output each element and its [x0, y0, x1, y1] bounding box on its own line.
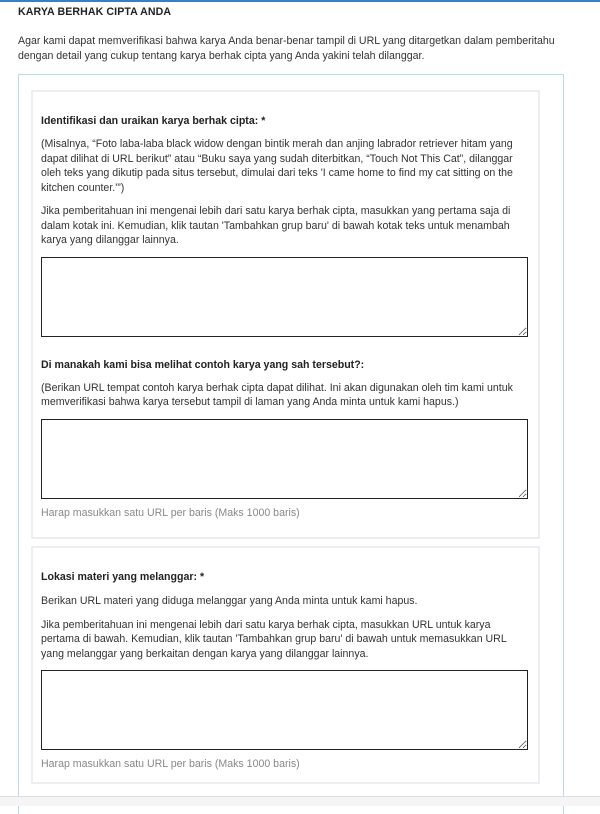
- work-multi-note: Jika pemberitahuan ini mengenai lebih dari satu karya berhak cipta, masukkan yang pertama saja di dalam kotak ini. Kemudian, klik tautan 'Tambahkan grup baru' di bawah kotak teks untuk menambah karya yang dilanggar lainnya.: [41, 205, 511, 246]
- sample-label: Di manakah kami bisa melihat contoh karya yang sah tersebut?:: [41, 358, 365, 371]
- infringing-panel: [31, 546, 540, 784]
- sample-hint: Harap masukkan satu URL per baris (Maks 1000 baris): [41, 506, 300, 519]
- infringing-label: Lokasi materi yang melanggar: *: [41, 571, 205, 583]
- section-intro: [18, 34, 600, 63]
- intro-line: Agar kami dapat memverifikasi bahwa karya Anda benar-benar tampil di URL yang ditargetkan dalam pemberitahu: [18, 35, 555, 47]
- work-description-textarea[interactable]: [41, 257, 528, 337]
- infringing-multi-note: Jika pemberitahuan ini mengenai lebih dari satu karya berhak cipta, masukkan URL untuk karya pertama di bawah. Kemudian, klik tautan 'Tambahkan grup baru' di bawah untuk memasukkan URL yang melanggar yang berkaitan dengan karya yang dilanggar lainnya.: [41, 618, 507, 660]
- sample-description: (Berikan URL tempat contoh karya berhak cipta dapat dilihat. Ini akan digunakan oleh tim kami untuk memverifikasi bahwa karya tersebut tampil di laman yang Anda minta untuk kami hapus.): [41, 381, 513, 408]
- work-label: Identifikasi dan uraikan karya berhak cipta: *: [41, 115, 266, 127]
- work-panel: [31, 90, 540, 539]
- intro-line: dengan detail yang cukup tentang karya berhak cipta yang Anda yakini telah dilanggar.: [18, 49, 425, 62]
- work-example: (Misalnya, “Foto laba-laba black widow dengan bintik merah dan anjing labrador retriever hitam yang dapat dilihat di URL berikut” atau “Buku saya yang sudah diterbitkan, “Touch Not This Cat”, dilanggar oleh teks yang dikutip pada situs tersebut, dimulai dari teks 'I came home to find my cat sitting on the kitchen counter.'”): [41, 138, 513, 194]
- infringing-url-textarea[interactable]: [41, 670, 528, 750]
- infringing-description: Berikan URL materi yang diduga melanggar yang Anda minta untuk kami hapus.: [41, 595, 418, 607]
- page-footer-bar: [0, 796, 600, 806]
- copyright-work-group: [18, 74, 564, 814]
- section-title: KARYA BERHAK CIPTA ANDA: [18, 6, 172, 18]
- infringing-hint: Harap masukkan satu URL per baris (Maks 1000 baris): [41, 758, 300, 770]
- sample-url-textarea[interactable]: [41, 419, 528, 499]
- top-accent-line: [0, 0, 600, 2]
